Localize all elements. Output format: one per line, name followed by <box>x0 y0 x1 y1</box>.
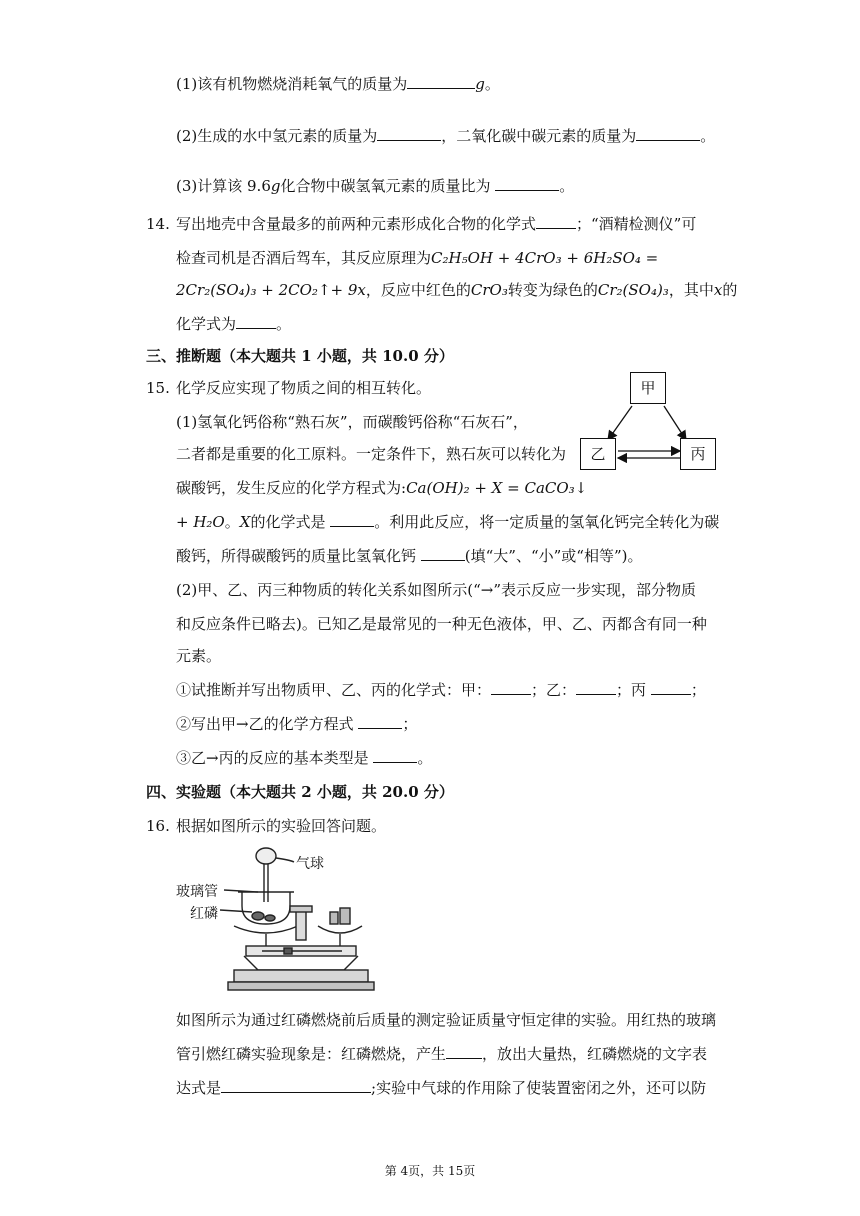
answer-blank[interactable] <box>236 314 276 329</box>
q14-line1: 写出地壳中含量最多的前两种元素形成化合物的化学式 ；“酒精检测仪”可 <box>176 215 697 233</box>
q15-sub2: ②写出甲→乙的化学方程式 ； <box>176 715 418 733</box>
answer-blank[interactable] <box>377 126 441 141</box>
balance-apparatus <box>172 846 382 998</box>
q15-p1-line4: + H₂O。X的化学式是 。利用此反应，将一定质量的氢氧化钙完全转化为碳 <box>176 513 720 531</box>
q15-p1-line3: 碳酸钙，发生反应的化学方程式为:Ca(OH)₂ + X = CaCO₃↓ <box>176 479 588 497</box>
answer-blank[interactable] <box>536 214 576 229</box>
node-yi: 乙 <box>580 438 616 470</box>
q14-line2: 检查司机是否酒后驾车，其反应原理为C₂H₅OH + 4CrO₃ + 6H₂SO₄ = <box>176 249 659 267</box>
q16-number: 16. <box>146 817 170 835</box>
answer-blank[interactable] <box>407 74 475 89</box>
q14-line4: 化学式为 。 <box>176 315 292 333</box>
arrow-jia-bing <box>664 406 686 440</box>
q13-part1: (1)该有机物燃烧消耗氧气的质量为 g。 <box>176 75 500 93</box>
q15-p2-line2: 和反应条件已略去)。已知乙是最常见的一种无色液体，甲、乙、丙都含有同一种 <box>176 615 707 633</box>
section-heading: 四、实验题（本大题共 2 小题，共 20.0 分） <box>146 783 454 801</box>
conversion-diagram <box>578 370 718 480</box>
label-balloon: 气球 <box>296 856 324 872</box>
q15-p1-line5: 酸钙，所得碳酸钙的质量比氢氧化钙 (填“大”、“小”或“相等”)。 <box>176 547 643 565</box>
q14-line3: 2Cr₂(SO₄)₃ + 2CO₂↑+ 9x，反应中红色的CrO₃转变为绿色的Cr₂(SO₄)₃，其中x的 <box>176 281 738 299</box>
page-footer: 第 4页，共 15页 <box>384 1164 476 1178</box>
q14-number: 14. <box>146 215 170 233</box>
q13-part3: (3)计算该 9.6g化合物中碳氢氧元素的质量比为 。 <box>176 177 575 195</box>
section-heading: 三、推断题（本大题共 1 小题，共 10.0 分） <box>146 347 454 365</box>
answer-blank[interactable] <box>636 126 700 141</box>
answer-blank[interactable] <box>495 176 559 191</box>
answer-blank[interactable] <box>358 714 402 729</box>
equation: C₂H₅OH + 4CrO₃ + 6H₂SO₄ = <box>431 249 659 267</box>
q16-intro: 根据如图所示的实验回答问题。 <box>176 817 387 835</box>
q15-p1-line2: 二者都是重要的化工原料。一定条件下，熟石灰可以转化为 <box>176 445 567 463</box>
answer-blank[interactable] <box>373 748 417 763</box>
arrow-jia-yi <box>608 406 632 440</box>
node-bing: 丙 <box>680 438 716 470</box>
q15-p1-line1: (1)氢氧化钙俗称“熟石灰”，而碳酸钙俗称“石灰石”， <box>176 413 528 431</box>
node-jia: 甲 <box>630 372 666 404</box>
q16-line2: 管引燃红磷实验现象是：红磷燃烧，产生 ，放出大量热，红磷燃烧的文字表 <box>176 1045 708 1063</box>
q15-number: 15. <box>146 379 170 397</box>
equation: 2Cr₂(SO₄)₃ + 2CO₂↑+ 9x <box>176 281 366 299</box>
label-red-phosphorus: 红磷 <box>190 906 218 922</box>
q15-p2-line1: (2)甲、乙、丙三种物质的转化关系如图所示(“→”表示反应一步实现，部分物质 <box>176 581 697 599</box>
q16-line3: 达式是 ;实验中气球的作用除了使装置密闭之外，还可以防 <box>176 1079 707 1097</box>
answer-blank[interactable] <box>491 680 531 695</box>
q15-intro: 化学反应实现了物质之间的相互转化。 <box>176 379 432 397</box>
q15-p2-line3: 元素。 <box>176 647 222 665</box>
answer-blank[interactable] <box>330 512 374 527</box>
answer-blank[interactable] <box>576 680 616 695</box>
q15-sub3: ③乙→丙的反应的基本类型是 。 <box>176 749 433 767</box>
q15-sub1: ①试推断并写出物质甲、乙、丙的化学式：甲： ；乙： ；丙 ； <box>176 681 706 699</box>
answer-blank[interactable] <box>446 1044 482 1059</box>
q13-part2: (2)生成的水中氢元素的质量为 ，二氧化碳中碳元素的质量为 。 <box>176 127 716 145</box>
equation: Ca(OH)₂ + X = CaCO₃↓ <box>406 479 588 497</box>
answer-blank[interactable] <box>421 546 465 561</box>
q16-line1: 如图所示为通过红磷燃烧前后质量的测定验证质量守恒定律的实验。用红热的玻璃 <box>176 1011 717 1029</box>
answer-blank[interactable] <box>651 680 691 695</box>
label-glass-tube: 玻璃管 <box>176 884 218 900</box>
answer-blank[interactable] <box>221 1078 371 1093</box>
